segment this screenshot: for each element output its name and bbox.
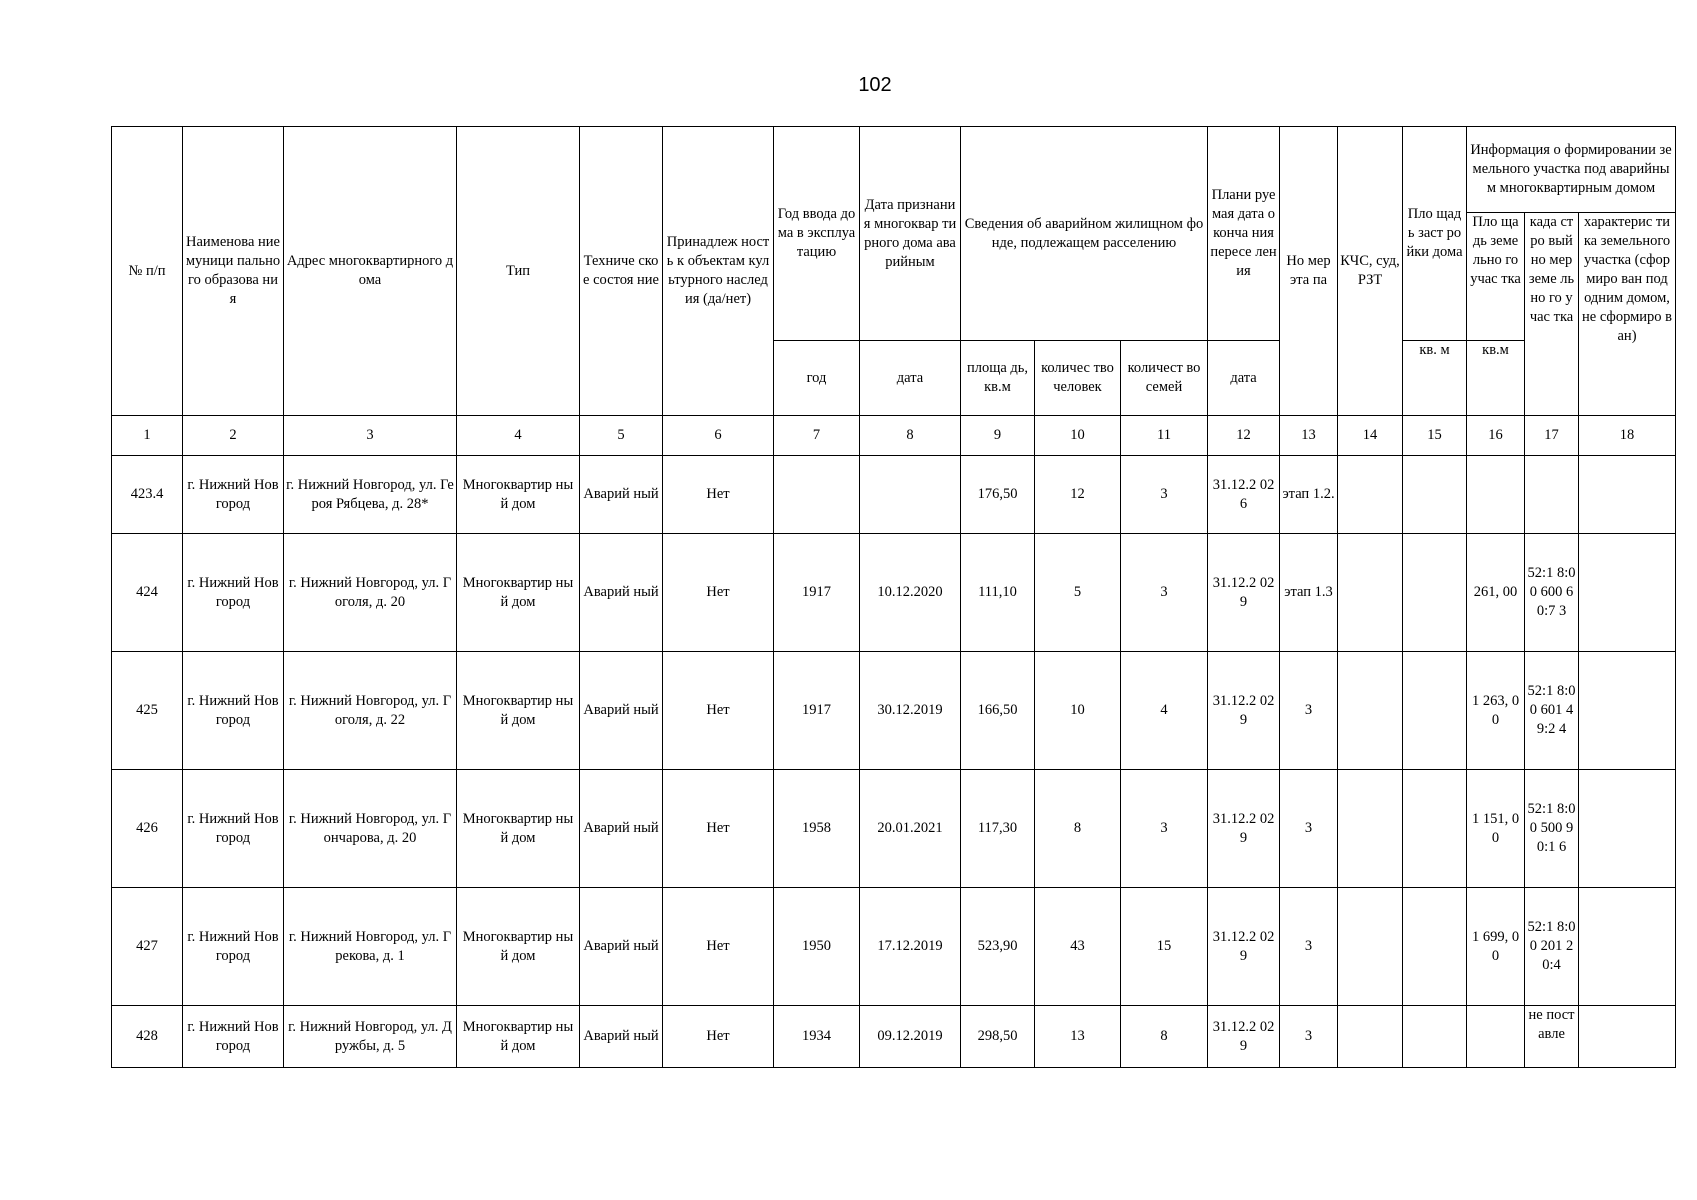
header-kchs: КЧС, суд, РЗТ bbox=[1338, 127, 1403, 416]
cell-heritage: Нет bbox=[663, 770, 774, 888]
page-number: 102 bbox=[858, 74, 892, 96]
cell-building-area bbox=[1403, 1006, 1467, 1068]
cell-cadastral: не пост авле bbox=[1525, 1006, 1579, 1068]
cell-stage: 3 bbox=[1280, 1006, 1338, 1068]
cell-year: 1917 bbox=[774, 652, 860, 770]
cell-building-area bbox=[1403, 534, 1467, 652]
header-unit-people: количес тво человек bbox=[1035, 341, 1121, 416]
column-number: 7 bbox=[774, 416, 860, 456]
cell-families: 15 bbox=[1121, 888, 1208, 1006]
header-type: Тип bbox=[457, 127, 580, 416]
cell-recognition-date bbox=[860, 456, 961, 534]
table-body bbox=[112, 456, 1676, 1068]
cell-recognition-date: 20.01.2021 bbox=[860, 770, 961, 888]
table-row bbox=[112, 770, 1676, 888]
header-technical-state: Техниче ское состоя ние bbox=[580, 127, 663, 416]
cell-type: Многоквартир ный дом bbox=[457, 456, 580, 534]
cell-heritage: Нет bbox=[663, 456, 774, 534]
cell-plan-date: 31.12.2 029 bbox=[1208, 1006, 1280, 1068]
cell-building-area bbox=[1403, 770, 1467, 888]
cell-plan-date: 31.12.2 029 bbox=[1208, 534, 1280, 652]
cell-number: 425 bbox=[112, 652, 183, 770]
table-header bbox=[112, 127, 1676, 456]
cell-municipality: г. Нижний Новгород bbox=[183, 534, 284, 652]
header-unit-area: площа дь, кв.м bbox=[961, 341, 1035, 416]
cell-address: г. Нижний Новгород, ул. Героя Рябцева, д. 28* bbox=[284, 456, 457, 534]
cell-land-character bbox=[1579, 534, 1676, 652]
cell-area: 117,30 bbox=[961, 770, 1035, 888]
cell-municipality: г. Нижний Новгород bbox=[183, 456, 284, 534]
cell-type: Многоквартир ный дом bbox=[457, 888, 580, 1006]
cell-address: г. Нижний Новгород, ул. Гоголя, д. 20 bbox=[284, 534, 457, 652]
column-number: 1 bbox=[112, 416, 183, 456]
cell-area: 111,10 bbox=[961, 534, 1035, 652]
cell-cadastral: 52:1 8:00 600 60:7 3 bbox=[1525, 534, 1579, 652]
cell-state: Аварий ный bbox=[580, 534, 663, 652]
cell-recognition-date: 10.12.2020 bbox=[860, 534, 961, 652]
cell-kchs bbox=[1338, 652, 1403, 770]
cell-people: 43 bbox=[1035, 888, 1121, 1006]
cell-number: 423.4 bbox=[112, 456, 183, 534]
cell-number: 428 bbox=[112, 1006, 183, 1068]
header-housing-fund: Сведения об аварийном жилищном фонде, подлежащем расселению bbox=[961, 127, 1208, 341]
cell-stage: 3 bbox=[1280, 652, 1338, 770]
cell-land-area: 1 699, 00 bbox=[1467, 888, 1525, 1006]
cell-kchs bbox=[1338, 770, 1403, 888]
table-row bbox=[112, 1006, 1676, 1068]
cell-land-area bbox=[1467, 456, 1525, 534]
cell-type: Многоквартир ный дом bbox=[457, 770, 580, 888]
header-address: Адрес многоквартирного дома bbox=[284, 127, 457, 416]
cell-families: 8 bbox=[1121, 1006, 1208, 1068]
cell-kchs bbox=[1338, 456, 1403, 534]
cell-people: 10 bbox=[1035, 652, 1121, 770]
column-number: 16 bbox=[1467, 416, 1525, 456]
cell-state: Аварий ный bbox=[580, 652, 663, 770]
cell-cadastral bbox=[1525, 456, 1579, 534]
header-commission-year: Год ввода дома в эксплуа тацию bbox=[774, 127, 860, 341]
cell-people: 8 bbox=[1035, 770, 1121, 888]
cell-state: Аварий ный bbox=[580, 456, 663, 534]
cell-state: Аварий ный bbox=[580, 770, 663, 888]
column-number-row bbox=[112, 416, 1676, 456]
cell-people: 13 bbox=[1035, 1006, 1121, 1068]
cell-municipality: г. Нижний Новгород bbox=[183, 888, 284, 1006]
column-number: 3 bbox=[284, 416, 457, 456]
cell-area: 176,50 bbox=[961, 456, 1035, 534]
cell-cadastral: 52:1 8:00 500 90:1 6 bbox=[1525, 770, 1579, 888]
cell-area: 298,50 bbox=[961, 1006, 1035, 1068]
table-row bbox=[112, 456, 1676, 534]
cell-building-area bbox=[1403, 456, 1467, 534]
cell-type: Многоквартир ный дом bbox=[457, 1006, 580, 1068]
cell-year: 1934 bbox=[774, 1006, 860, 1068]
header-number: № п/п bbox=[112, 127, 183, 416]
cell-recognition-date: 30.12.2019 bbox=[860, 652, 961, 770]
cell-plan-date: 31.12.2 029 bbox=[1208, 888, 1280, 1006]
cell-building-area bbox=[1403, 888, 1467, 1006]
cell-state: Аварий ный bbox=[580, 1006, 663, 1068]
table-row bbox=[112, 652, 1676, 770]
cell-municipality: г. Нижний Новгород bbox=[183, 652, 284, 770]
header-unit-land-area: кв.м bbox=[1467, 341, 1525, 416]
column-number: 5 bbox=[580, 416, 663, 456]
column-number: 15 bbox=[1403, 416, 1467, 456]
column-number: 2 bbox=[183, 416, 284, 456]
cell-people: 5 bbox=[1035, 534, 1121, 652]
cell-type: Многоквартир ный дом bbox=[457, 534, 580, 652]
header-unit-plan-date: дата bbox=[1208, 341, 1280, 416]
header-land-info: Информация о формировании земельного участка под аварийным многоквартирным домом bbox=[1467, 127, 1676, 213]
cell-stage: этап 1.2. bbox=[1280, 456, 1338, 534]
cell-land-character bbox=[1579, 652, 1676, 770]
column-number: 10 bbox=[1035, 416, 1121, 456]
cell-recognition-date: 17.12.2019 bbox=[860, 888, 961, 1006]
cell-families: 4 bbox=[1121, 652, 1208, 770]
cell-plan-date: 31.12.2 029 bbox=[1208, 652, 1280, 770]
cell-heritage: Нет bbox=[663, 652, 774, 770]
cell-area: 523,90 bbox=[961, 888, 1035, 1006]
cell-kchs bbox=[1338, 888, 1403, 1006]
cell-address: г. Нижний Новгород, ул. Гоголя, д. 22 bbox=[284, 652, 457, 770]
cell-address: г. Нижний Новгород, ул. Дружбы, д. 5 bbox=[284, 1006, 457, 1068]
cell-number: 426 bbox=[112, 770, 183, 888]
column-number: 14 bbox=[1338, 416, 1403, 456]
cell-families: 3 bbox=[1121, 770, 1208, 888]
cell-building-area bbox=[1403, 652, 1467, 770]
cell-heritage: Нет bbox=[663, 1006, 774, 1068]
emergency-housing-table bbox=[111, 126, 1676, 1068]
cell-number: 427 bbox=[112, 888, 183, 1006]
cell-families: 3 bbox=[1121, 534, 1208, 652]
cell-address: г. Нижний Новгород, ул. Грекова, д. 1 bbox=[284, 888, 457, 1006]
cell-address: г. Нижний Новгород, ул. Гончарова, д. 20 bbox=[284, 770, 457, 888]
header-unit-year: год bbox=[774, 341, 860, 416]
column-number: 9 bbox=[961, 416, 1035, 456]
cell-families: 3 bbox=[1121, 456, 1208, 534]
column-number: 6 bbox=[663, 416, 774, 456]
header-land-character: характерис тика земельного участка (сформиро ван под одним домом, не сформиро ван) bbox=[1579, 213, 1676, 416]
cell-stage: этап 1.3 bbox=[1280, 534, 1338, 652]
cell-people: 12 bbox=[1035, 456, 1121, 534]
column-number: 4 bbox=[457, 416, 580, 456]
cell-land-area bbox=[1467, 1006, 1525, 1068]
header-unit-building-area: кв. м bbox=[1403, 341, 1467, 416]
cell-cadastral: 52:1 8:00 201 20:4 bbox=[1525, 888, 1579, 1006]
header-planned-date: Плани руемая дата оконча ния пересе ления bbox=[1208, 127, 1280, 341]
header-cadastral: када стро вый но мер земе льно го учас тка bbox=[1525, 213, 1579, 416]
header-heritage: Принадлеж ность к объектам культурного наследия (да/нет) bbox=[663, 127, 774, 416]
cell-municipality: г. Нижний Новгород bbox=[183, 770, 284, 888]
cell-kchs bbox=[1338, 1006, 1403, 1068]
column-number: 18 bbox=[1579, 416, 1676, 456]
header-stage: Но мер эта па bbox=[1280, 127, 1338, 416]
cell-number: 424 bbox=[112, 534, 183, 652]
column-number: 8 bbox=[860, 416, 961, 456]
cell-year bbox=[774, 456, 860, 534]
cell-year: 1958 bbox=[774, 770, 860, 888]
cell-land-character bbox=[1579, 456, 1676, 534]
cell-area: 166,50 bbox=[961, 652, 1035, 770]
cell-cadastral: 52:1 8:00 601 49:2 4 bbox=[1525, 652, 1579, 770]
cell-land-character bbox=[1579, 770, 1676, 888]
cell-type: Многоквартир ный дом bbox=[457, 652, 580, 770]
cell-plan-date: 31.12.2 026 bbox=[1208, 456, 1280, 534]
cell-state: Аварий ный bbox=[580, 888, 663, 1006]
table-row bbox=[112, 888, 1676, 1006]
cell-plan-date: 31.12.2 029 bbox=[1208, 770, 1280, 888]
column-number: 11 bbox=[1121, 416, 1208, 456]
header-recognition-date: Дата признания многоквар тирного дома аварийным bbox=[860, 127, 961, 341]
cell-land-character bbox=[1579, 888, 1676, 1006]
cell-stage: 3 bbox=[1280, 888, 1338, 1006]
cell-land-character bbox=[1579, 1006, 1676, 1068]
column-number: 12 bbox=[1208, 416, 1280, 456]
header-municipality: Наименова ние муници пального образова ния bbox=[183, 127, 284, 416]
cell-land-area: 261, 00 bbox=[1467, 534, 1525, 652]
cell-kchs bbox=[1338, 534, 1403, 652]
header-unit-families: количест во семей bbox=[1121, 341, 1208, 416]
cell-land-area: 1 151, 00 bbox=[1467, 770, 1525, 888]
cell-recognition-date: 09.12.2019 bbox=[860, 1006, 961, 1068]
cell-year: 1917 bbox=[774, 534, 860, 652]
header-land-area: Пло щадь земе льно го учас тка bbox=[1467, 213, 1525, 341]
header-building-area: Пло щадь заст ройки дома bbox=[1403, 127, 1467, 341]
column-number: 17 bbox=[1525, 416, 1579, 456]
cell-municipality: г. Нижний Новгород bbox=[183, 1006, 284, 1068]
table-row bbox=[112, 534, 1676, 652]
cell-heritage: Нет bbox=[663, 888, 774, 1006]
cell-year: 1950 bbox=[774, 888, 860, 1006]
cell-heritage: Нет bbox=[663, 534, 774, 652]
cell-land-area: 1 263, 00 bbox=[1467, 652, 1525, 770]
cell-stage: 3 bbox=[1280, 770, 1338, 888]
column-number: 13 bbox=[1280, 416, 1338, 456]
header-unit-date: дата bbox=[860, 341, 961, 416]
